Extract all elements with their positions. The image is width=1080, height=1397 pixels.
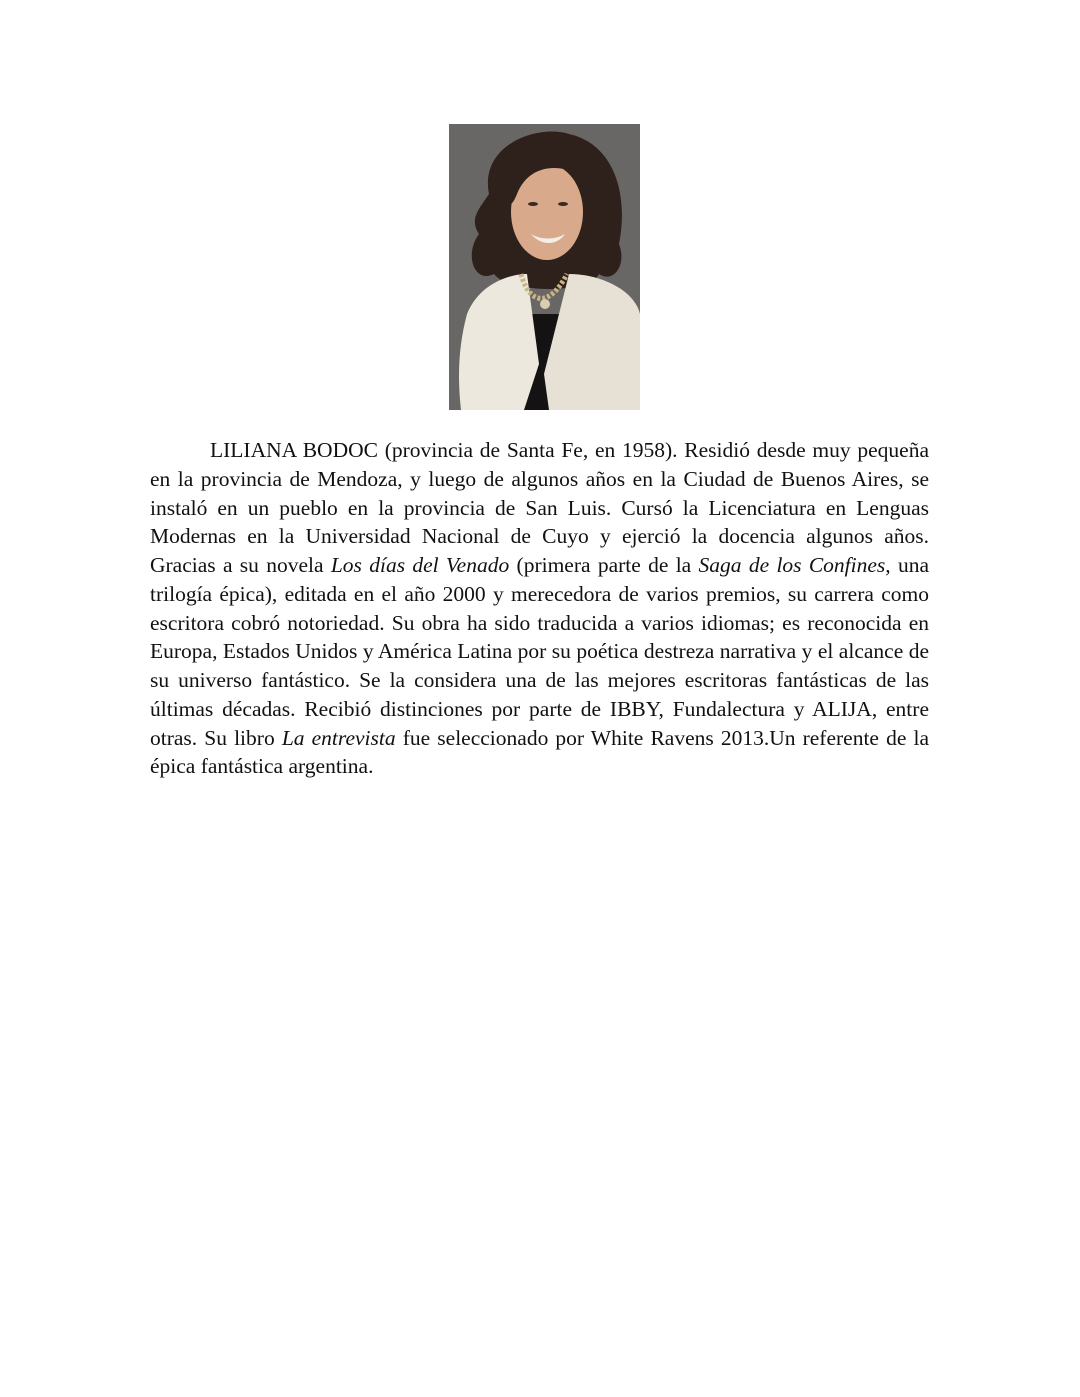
author-biography [150,436,929,781]
bio-text-2: (primera parte de la [509,553,699,577]
bio-text-1: LILIANA BODOC (provincia de Santa Fe, en 1958). Residió desde muy pequeña en la provincia de Mendoza, y luego de algunos años en la Ciudad de Buenos Aires, se instaló en un pueblo en la provincia de San Luis. Cursó la Licenciatura en Lenguas Modernas en la Universidad Nacional de Cuyo y ejerció la docencia algunos años. Gracias a su novela [150,438,929,577]
book-title-la-entrevista: La entrevista [281,725,396,750]
author-photo [449,124,640,410]
book-title-los-dias-del-venado: Los días del Venado [330,553,510,577]
saga-title-saga-de-los-confines: Saga de los Confines [698,553,886,577]
bio-text-3: , una trilogía épica), editada en el año 2000 y merecedora de varios premios, su carrera como escritora cobró notoriedad. Su obra ha sido traducida a varios idiomas; es reconocida en Europa, Estados Unidos y América Latina por su poética destreza narrativa y el alcance de su universo fantástico. Se la considera una de las mejores escritoras fantásticas de las últimas décadas. Recibió distinciones por parte de IBBY, Fundalectura y ALIJA, entre otras. Su libro [150,553,930,750]
bio-text-4: fue seleccionado por White Ravens 2013.Un referente de la épica fantástica argentina. [150,725,929,779]
portrait-image [449,124,640,410]
